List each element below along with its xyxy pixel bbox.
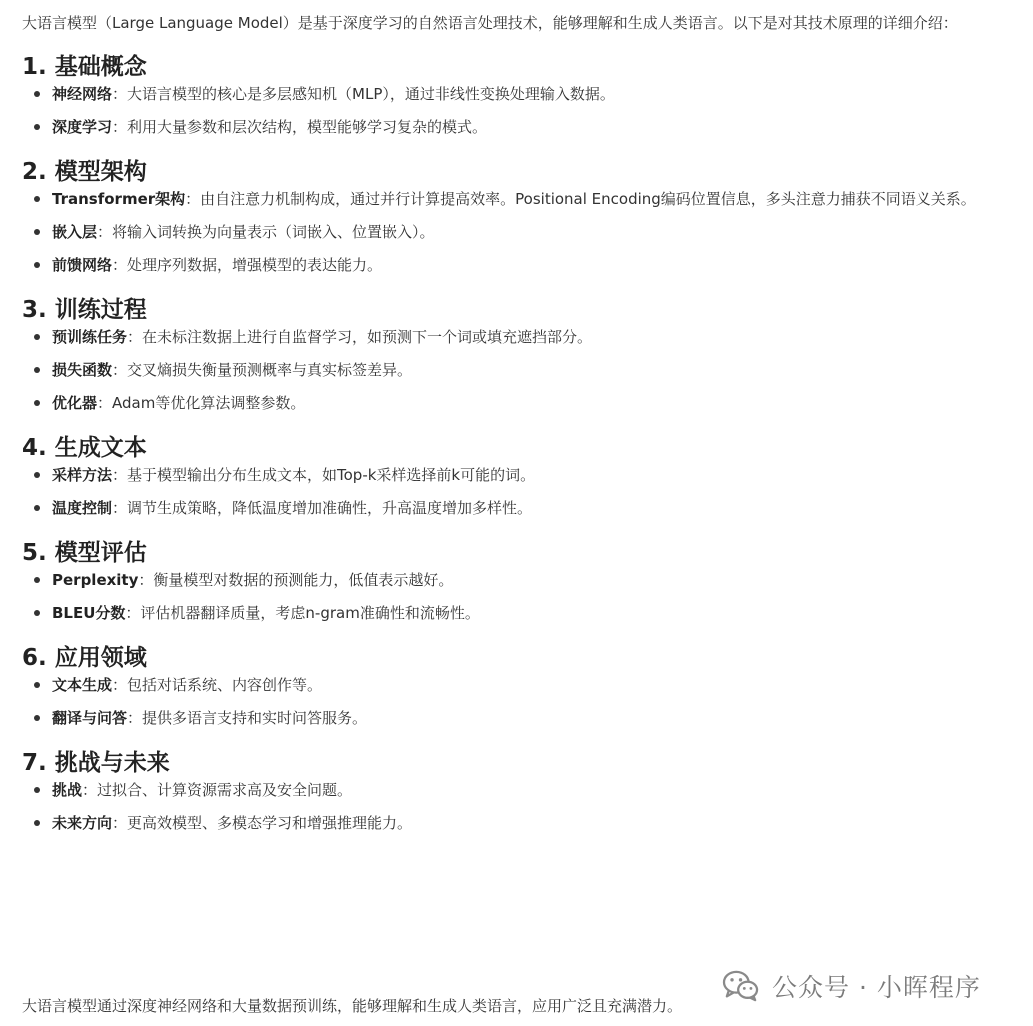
item-description: ：衡量模型对数据的预测能力，低值表示越好。 <box>138 571 454 589</box>
section-title: 6. 应用领域 <box>22 645 147 671</box>
section-title: 2. 模型架构 <box>22 159 147 185</box>
item-term: 神经网络 <box>52 85 113 103</box>
bullet-list <box>22 325 1027 424</box>
bullet-dot-icon <box>34 124 40 130</box>
bullet-list <box>22 187 1027 286</box>
bullet-list <box>22 568 1027 634</box>
list-item <box>22 220 1027 253</box>
list-item <box>22 463 1027 496</box>
conclusion-paragraph: 大语言模型通过深度神经网络和大量数据预训练，能够理解和生成人类语言，应用广泛且充满潜力。 <box>22 997 683 1015</box>
intro-paragraph: 大语言模型（Large Language Model）是基于深度学习的自然语言处理技术，能够理解和生成人类语言。以下是对其技术原理的详细介绍： <box>22 14 958 32</box>
item-term: 翻译与问答 <box>52 709 128 727</box>
watermark-text: 公众号 · 小晖程序 <box>772 973 981 1002</box>
article-body <box>22 10 1027 844</box>
sections-container <box>22 52 1027 844</box>
item-term: 预训练任务 <box>52 328 128 346</box>
bullet-list <box>22 82 1027 148</box>
item-term: BLEU分数 <box>52 604 126 622</box>
item-description: ：处理序列数据，增强模型的表达能力。 <box>112 256 383 274</box>
list-item <box>22 358 1027 391</box>
bullet-dot-icon <box>34 262 40 268</box>
bullet-dot-icon <box>34 196 40 202</box>
item-description: ：利用大量参数和层次结构，模型能够学习复杂的模式。 <box>112 118 488 136</box>
item-description: ：将输入词转换为向量表示（词嵌入、位置嵌入）。 <box>97 223 435 241</box>
section-title: 7. 挑战与未来 <box>22 750 170 776</box>
item-description: ：在未标注数据上进行自监督学习，如预测下一个词或填充遮挡部分。 <box>127 328 593 346</box>
bullet-dot-icon <box>34 715 40 721</box>
item-term: 采样方法 <box>52 466 113 484</box>
bullet-list <box>22 673 1027 739</box>
bullet-list <box>22 463 1027 529</box>
item-description: ：基于模型输出分布生成文本，如Top-k采样选择前k可能的词。 <box>112 466 536 484</box>
item-term: Transformer架构 <box>52 190 186 208</box>
watermark <box>722 966 981 1006</box>
section-title: 5. 模型评估 <box>22 540 147 566</box>
section-title: 4. 生成文本 <box>22 435 147 461</box>
bullet-dot-icon <box>34 472 40 478</box>
list-item <box>22 673 1027 706</box>
item-description: ：更高效模型、多模态学习和增强推理能力。 <box>112 814 413 832</box>
bullet-dot-icon <box>34 505 40 511</box>
item-description: ：评估机器翻译质量，考虑n-gram准确性和流畅性。 <box>125 604 480 622</box>
item-description: ：包括对话系统、内容创作等。 <box>112 676 323 694</box>
bullet-dot-icon <box>34 787 40 793</box>
bullet-list <box>22 778 1027 844</box>
item-description: ：调节生成策略，降低温度增加准确性，升高温度增加多样性。 <box>112 499 533 517</box>
list-item <box>22 601 1027 634</box>
bullet-dot-icon <box>34 400 40 406</box>
item-description: ：过拟合、计算资源需求高及安全问题。 <box>82 781 353 799</box>
bullet-dot-icon <box>34 334 40 340</box>
item-term: 前馈网络 <box>52 256 113 274</box>
item-term: 损失函数 <box>52 361 113 379</box>
list-item <box>22 496 1027 529</box>
item-description: ：提供多语言支持和实时问答服务。 <box>127 709 368 727</box>
item-description: ：大语言模型的核心是多层感知机（MLP），通过非线性变换处理输入数据。 <box>112 85 615 103</box>
bullet-dot-icon <box>34 682 40 688</box>
list-item <box>22 811 1027 844</box>
bullet-dot-icon <box>34 820 40 826</box>
item-term: 嵌入层 <box>52 223 98 241</box>
list-item <box>22 253 1027 286</box>
list-item <box>22 187 1027 220</box>
wechat-icon <box>722 969 760 1003</box>
item-description: ：由自注意力机制构成，通过并行计算提高效率。Positional Encoding编码位置信息，多头注意力捕获不同语义关系。 <box>185 190 976 208</box>
item-term: 文本生成 <box>52 676 113 694</box>
list-item <box>22 778 1027 811</box>
bullet-dot-icon <box>34 91 40 97</box>
bullet-dot-icon <box>34 367 40 373</box>
item-term: 未来方向 <box>52 814 113 832</box>
section-title: 1. 基础概念 <box>22 54 147 80</box>
bullet-dot-icon <box>34 577 40 583</box>
list-item <box>22 82 1027 115</box>
list-item <box>22 325 1027 358</box>
item-term: 温度控制 <box>52 499 113 517</box>
item-description: ：交叉熵损失衡量预测概率与真实标签差异。 <box>112 361 413 379</box>
list-item <box>22 706 1027 739</box>
item-description: ：Adam等优化算法调整参数。 <box>97 394 306 412</box>
list-item <box>22 391 1027 424</box>
bullet-dot-icon <box>34 610 40 616</box>
item-term: 深度学习 <box>52 118 113 136</box>
item-term: 优化器 <box>52 394 98 412</box>
item-term: Perplexity <box>52 571 139 589</box>
bullet-dot-icon <box>34 229 40 235</box>
list-item <box>22 568 1027 601</box>
list-item <box>22 115 1027 148</box>
item-term: 挑战 <box>52 781 83 799</box>
section-title: 3. 训练过程 <box>22 297 147 323</box>
